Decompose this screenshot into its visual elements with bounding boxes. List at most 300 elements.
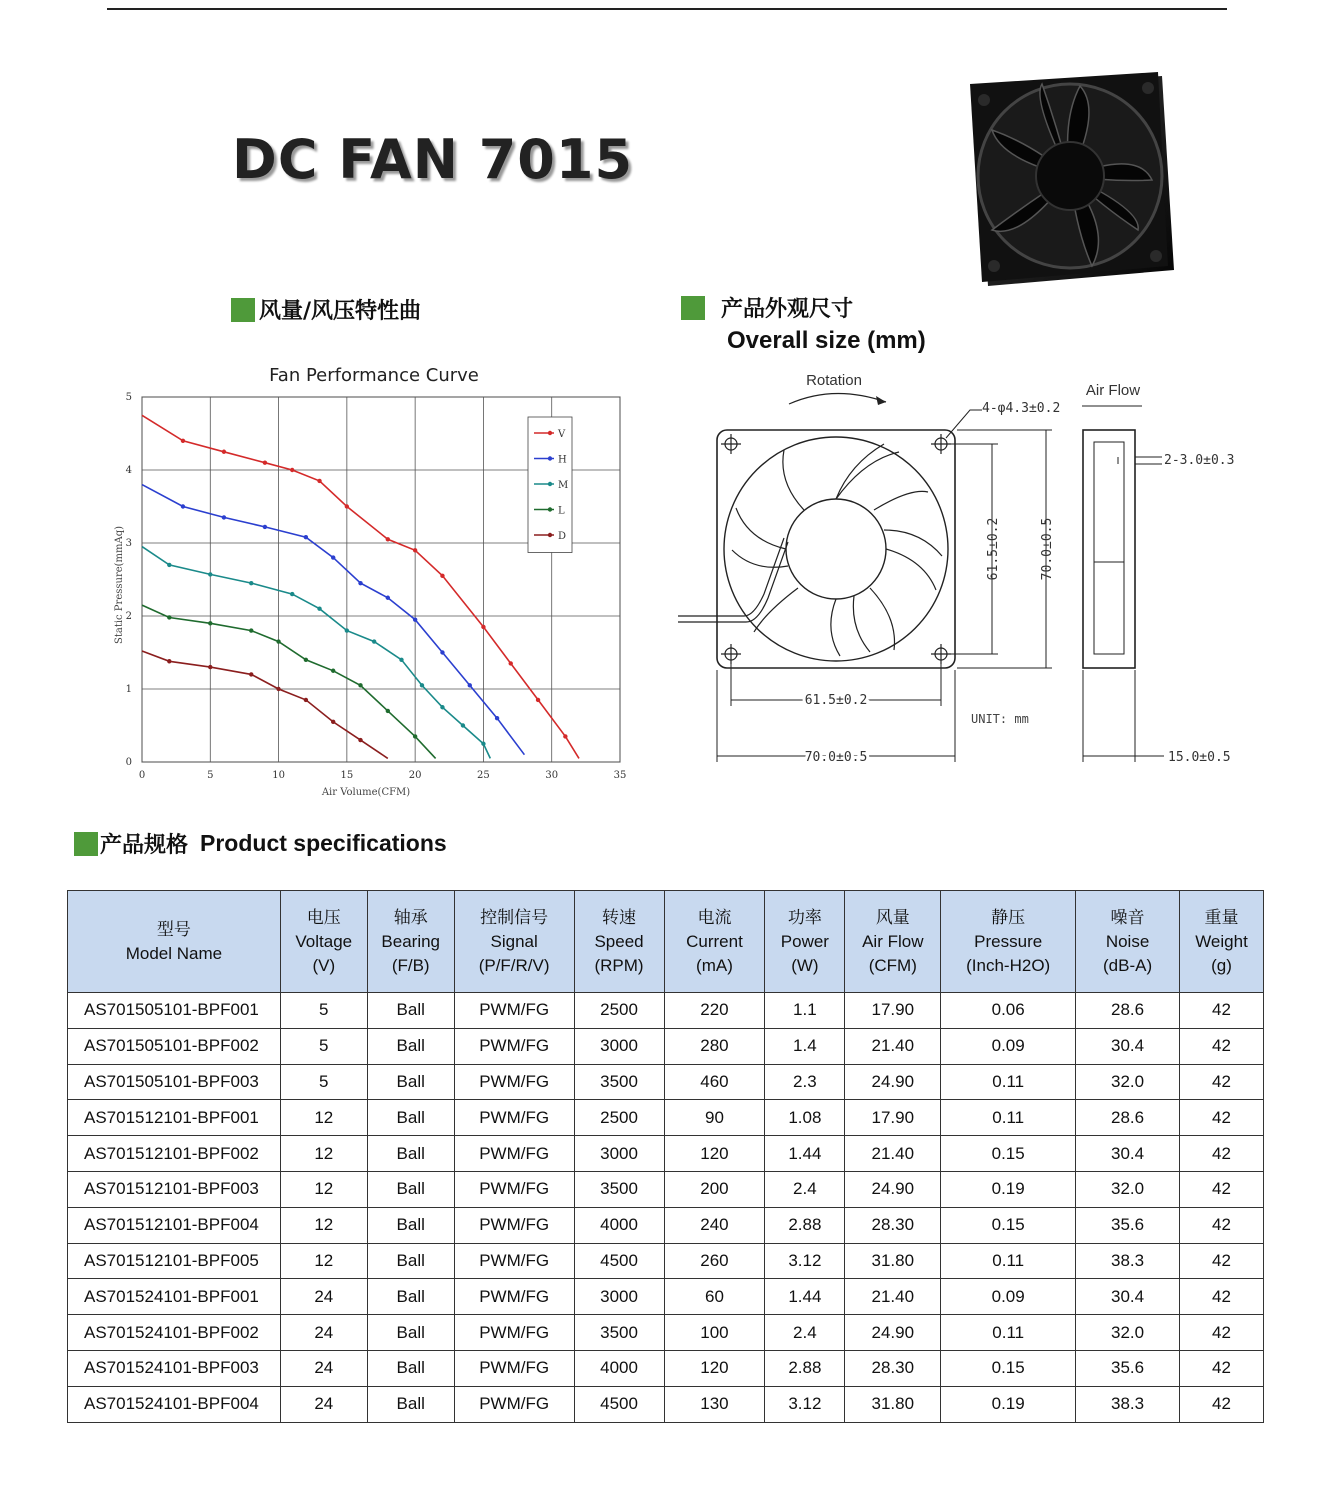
table-cell: 0.19 xyxy=(941,1386,1076,1422)
table-cell: 200 xyxy=(664,1171,765,1207)
table-cell: Ball xyxy=(367,1028,454,1064)
table-cell: 32.0 xyxy=(1076,1064,1180,1100)
airflow-label: Air Flow xyxy=(1085,382,1141,399)
table-cell: 2.4 xyxy=(765,1315,845,1351)
table-cell: 120 xyxy=(664,1136,765,1172)
column-header-line: 轴承 xyxy=(393,907,428,927)
series-point-L xyxy=(386,709,390,713)
table-cell: 3000 xyxy=(574,1028,664,1064)
legend-label: V xyxy=(558,429,566,440)
table-cell: 0.09 xyxy=(941,1028,1076,1064)
table-cell: 42 xyxy=(1179,1100,1263,1136)
table-cell: Ball xyxy=(367,1064,454,1100)
series-point-M xyxy=(372,639,376,643)
column-header-line: Speed xyxy=(594,931,644,951)
table-cell: 130 xyxy=(664,1386,765,1422)
table-row xyxy=(68,1386,1264,1422)
table-cell: 42 xyxy=(1179,1279,1263,1315)
series-point-V xyxy=(536,698,540,702)
model-name-cell: AS701512101-BPF004 xyxy=(68,1207,281,1243)
table-cell: 35.6 xyxy=(1076,1207,1180,1243)
table-cell: Ball xyxy=(367,1207,454,1243)
column-header-line: Power xyxy=(780,931,829,951)
column-header xyxy=(1076,891,1180,993)
table-cell: 60 xyxy=(664,1279,765,1315)
table-cell: 12 xyxy=(280,1136,367,1172)
table-cell: 30.4 xyxy=(1076,1028,1180,1064)
page-title: DC FAN 7015 xyxy=(232,128,634,191)
series-point-D xyxy=(276,687,280,691)
table-row xyxy=(68,1171,1264,1207)
table-cell: 28.6 xyxy=(1076,1100,1180,1136)
table-cell: 0.15 xyxy=(941,1207,1076,1243)
column-header-line: Voltage xyxy=(295,931,353,951)
table-cell: 24.90 xyxy=(845,1171,941,1207)
spec-section-heading xyxy=(74,828,447,859)
table-cell: 2.88 xyxy=(765,1207,845,1243)
table-cell: 4000 xyxy=(574,1350,664,1386)
column-header-line: 重量 xyxy=(1204,907,1239,927)
series-point-M xyxy=(345,628,349,632)
table-cell: 1.44 xyxy=(765,1136,845,1172)
model-name-cell: AS701524101-BPF003 xyxy=(68,1350,281,1386)
model-name-cell: AS701505101-BPF003 xyxy=(68,1064,281,1100)
table-cell: Ball xyxy=(367,1243,454,1279)
model-name-cell: AS701512101-BPF001 xyxy=(68,1100,281,1136)
table-cell: 3500 xyxy=(574,1171,664,1207)
table-cell: 21.40 xyxy=(845,1279,941,1315)
x-tick-label: 25 xyxy=(477,770,490,781)
table-cell: 38.3 xyxy=(1076,1386,1180,1422)
table-cell: 42 xyxy=(1179,1171,1263,1207)
column-header xyxy=(280,891,367,993)
table-cell: 24 xyxy=(280,1315,367,1351)
rotation-label: Rotation xyxy=(806,372,862,389)
model-name-cell: AS701524101-BPF001 xyxy=(68,1279,281,1315)
column-header-line: 噪音 xyxy=(1110,907,1145,927)
table-cell: Ball xyxy=(367,1171,454,1207)
legend-marker-V xyxy=(548,431,552,435)
table-cell: 12 xyxy=(280,1207,367,1243)
thickness-label: 15.0±0.5 xyxy=(1168,750,1231,765)
table-cell: PWM/FG xyxy=(454,1350,574,1386)
series-point-L xyxy=(249,628,253,632)
table-cell: 24 xyxy=(280,1279,367,1315)
table-cell: 5 xyxy=(280,993,367,1029)
series-point-H xyxy=(468,683,472,687)
series-point-H xyxy=(331,555,335,559)
table-row xyxy=(68,1207,1264,1243)
fan-front-outline xyxy=(717,430,955,668)
table-row xyxy=(68,1279,1264,1315)
legend-label: M xyxy=(558,480,569,491)
table-cell: 24.90 xyxy=(845,1064,941,1100)
table-cell: 2.3 xyxy=(765,1064,845,1100)
table-cell: 3000 xyxy=(574,1279,664,1315)
table-cell: 0.11 xyxy=(941,1064,1076,1100)
column-header-line: (W) xyxy=(791,955,819,975)
table-cell: Ball xyxy=(367,1350,454,1386)
table-cell: 17.90 xyxy=(845,1100,941,1136)
column-header-line: (RPM) xyxy=(594,955,644,975)
series-point-V xyxy=(290,468,294,472)
series-point-H xyxy=(181,504,185,508)
fan-blades xyxy=(732,444,942,656)
column-header xyxy=(454,891,574,993)
side-hole-label: 2-3.0±0.3 xyxy=(1164,453,1235,468)
table-cell: Ball xyxy=(367,1136,454,1172)
table-cell: 32.0 xyxy=(1076,1171,1180,1207)
x-tick-label: 20 xyxy=(408,770,422,781)
table-cell: 0.09 xyxy=(941,1279,1076,1315)
y-tick-label: 0 xyxy=(125,757,132,768)
series-point-M xyxy=(317,607,321,611)
series-point-V xyxy=(317,479,321,483)
table-cell: PWM/FG xyxy=(454,1064,574,1100)
table-cell: 24.90 xyxy=(845,1315,941,1351)
table-cell: 42 xyxy=(1179,993,1263,1029)
table-cell: 0.11 xyxy=(941,1315,1076,1351)
table-cell: 32.0 xyxy=(1076,1315,1180,1351)
green-square-icon xyxy=(74,832,98,856)
model-name-cell: AS701524101-BPF004 xyxy=(68,1386,281,1422)
column-header-line: (g) xyxy=(1211,955,1232,975)
legend-marker-M xyxy=(548,482,552,486)
table-cell: 38.3 xyxy=(1076,1243,1180,1279)
fan-performance-chart xyxy=(100,355,645,805)
spec-table xyxy=(67,890,1264,1423)
table-cell: 42 xyxy=(1179,1315,1263,1351)
table-cell: 30.4 xyxy=(1076,1136,1180,1172)
fan-side-outline xyxy=(1083,430,1135,668)
dimension-drawing xyxy=(674,360,1274,780)
table-cell: 1.44 xyxy=(765,1279,845,1315)
table-cell: 5 xyxy=(280,1064,367,1100)
series-point-M xyxy=(420,683,424,687)
series-point-D xyxy=(249,672,253,676)
table-cell: 280 xyxy=(664,1028,765,1064)
series-point-L xyxy=(331,669,335,673)
table-cell: PWM/FG xyxy=(454,1207,574,1243)
column-header-line: (dB-A) xyxy=(1102,955,1153,975)
table-cell: 4500 xyxy=(574,1386,664,1422)
table-cell: 1.1 xyxy=(765,993,845,1029)
table-cell: PWM/FG xyxy=(454,993,574,1029)
series-point-V xyxy=(222,450,226,454)
series-point-L xyxy=(208,621,212,625)
column-header-line: 风量 xyxy=(875,907,910,927)
table-cell: 42 xyxy=(1179,1243,1263,1279)
table-cell: 2.4 xyxy=(765,1171,845,1207)
series-point-H xyxy=(413,617,417,621)
series-point-H xyxy=(263,525,267,529)
series-point-V xyxy=(181,439,185,443)
column-header-line: Weight xyxy=(1195,931,1248,951)
top-rule xyxy=(107,8,1227,10)
column-header-line: 静压 xyxy=(991,907,1026,927)
table-cell: 3500 xyxy=(574,1315,664,1351)
table-cell: 260 xyxy=(664,1243,765,1279)
table-cell: 12 xyxy=(280,1171,367,1207)
column-header-line: 控制信号 xyxy=(480,907,549,927)
column-header-line: (Inch-H2O) xyxy=(966,955,1051,975)
series-point-L xyxy=(167,615,171,619)
table-cell: 42 xyxy=(1179,1064,1263,1100)
model-name-cell: AS701512101-BPF003 xyxy=(68,1171,281,1207)
series-point-M xyxy=(249,581,253,585)
series-point-L xyxy=(358,683,362,687)
series-point-M xyxy=(208,572,212,576)
series-point-M xyxy=(399,658,403,662)
table-cell: 21.40 xyxy=(845,1136,941,1172)
table-cell: 42 xyxy=(1179,1136,1263,1172)
hole-leader xyxy=(946,410,982,438)
table-cell: 4000 xyxy=(574,1207,664,1243)
series-point-M xyxy=(461,723,465,727)
series-point-H xyxy=(358,581,362,585)
table-cell: 3000 xyxy=(574,1136,664,1172)
series-point-V xyxy=(440,574,444,578)
column-header-line: 功率 xyxy=(787,907,822,927)
green-square-icon xyxy=(681,296,705,320)
x-tick-label: 5 xyxy=(207,770,214,781)
series-point-V xyxy=(263,461,267,465)
size-subheading: Overall size (mm) xyxy=(727,327,926,354)
fan-product-photo xyxy=(962,70,1178,292)
model-name-cell: AS701505101-BPF001 xyxy=(68,993,281,1029)
table-cell: 12 xyxy=(280,1243,367,1279)
column-header-line: 型号 xyxy=(156,919,191,939)
table-row xyxy=(68,1028,1264,1064)
y-tick-label: 1 xyxy=(125,684,132,695)
curve-heading-text: 风量/风压特性曲 xyxy=(259,299,422,324)
series-line-V xyxy=(142,415,579,758)
height-label: 70.0±0.5 xyxy=(1040,517,1055,581)
table-cell: PWM/FG xyxy=(454,1171,574,1207)
table-cell: 0.11 xyxy=(941,1243,1076,1279)
hole-pitch-h-label: 61.5±0.2 xyxy=(804,693,868,708)
size-section-heading xyxy=(681,292,853,323)
x-tick-label: 10 xyxy=(272,770,285,781)
series-point-H xyxy=(222,515,226,519)
legend-label: L xyxy=(558,505,565,517)
x-tick-label: 0 xyxy=(138,770,146,781)
series-point-M xyxy=(167,563,171,567)
table-cell: 24 xyxy=(280,1386,367,1422)
table-cell: 1.08 xyxy=(765,1100,845,1136)
series-point-H xyxy=(304,535,308,539)
column-header-line: Bearing xyxy=(381,931,441,951)
table-cell: 42 xyxy=(1179,1350,1263,1386)
x-tick-label: 15 xyxy=(340,770,354,781)
series-point-H xyxy=(495,716,499,720)
table-cell: Ball xyxy=(367,1279,454,1315)
legend-marker-H xyxy=(548,456,552,460)
table-cell: 30.4 xyxy=(1076,1279,1180,1315)
table-cell: 2500 xyxy=(574,993,664,1029)
series-point-V xyxy=(413,548,417,552)
table-cell: 3.12 xyxy=(765,1386,845,1422)
legend-label: D xyxy=(558,531,567,542)
table-cell: Ball xyxy=(367,1315,454,1351)
column-header xyxy=(664,891,765,993)
series-point-D xyxy=(331,720,335,724)
column-header xyxy=(1179,891,1263,993)
table-cell: 42 xyxy=(1179,1028,1263,1064)
column-header-line: (F/B) xyxy=(391,955,430,975)
table-cell: 21.40 xyxy=(845,1028,941,1064)
table-cell: PWM/FG xyxy=(454,1386,574,1422)
table-cell: Ball xyxy=(367,1386,454,1422)
column-header-line: 转速 xyxy=(602,907,637,927)
column-header xyxy=(68,891,281,993)
y-tick-label: 5 xyxy=(125,392,132,403)
table-cell: 460 xyxy=(664,1064,765,1100)
column-header-line: 电压 xyxy=(306,907,341,927)
column-header xyxy=(574,891,664,993)
table-cell: 220 xyxy=(664,993,765,1029)
horizontal-dim-lines xyxy=(717,660,955,762)
curve-section-heading xyxy=(231,294,421,325)
chart-title: Fan Performance Curve xyxy=(269,365,479,386)
table-cell: 0.11 xyxy=(941,1100,1076,1136)
series-point-L xyxy=(413,734,417,738)
series-point-M xyxy=(440,705,444,709)
column-header-line: Model Name xyxy=(125,943,223,963)
table-row xyxy=(68,1136,1264,1172)
table-cell: 31.80 xyxy=(845,1386,941,1422)
model-name-cell: AS701512101-BPF002 xyxy=(68,1136,281,1172)
table-cell: 2500 xyxy=(574,1100,664,1136)
series-point-V xyxy=(345,504,349,508)
table-header-row xyxy=(68,891,1264,993)
table-cell: PWM/FG xyxy=(454,1243,574,1279)
green-square-icon xyxy=(231,298,255,322)
table-cell: PWM/FG xyxy=(454,1028,574,1064)
series-point-D xyxy=(167,659,171,663)
table-cell: PWM/FG xyxy=(454,1100,574,1136)
table-cell: PWM/FG xyxy=(454,1279,574,1315)
y-axis-label: Static Pressure(mmAq) xyxy=(114,525,125,645)
table-cell: 42 xyxy=(1179,1386,1263,1422)
width-label: 70.0±0.5 xyxy=(804,750,868,765)
series-point-H xyxy=(386,596,390,600)
table-cell: 24 xyxy=(280,1350,367,1386)
legend-label: H xyxy=(558,454,567,466)
table-cell: 35.6 xyxy=(1076,1350,1180,1386)
spec-heading-en: Product specifications xyxy=(200,830,447,856)
spec-heading-cn: 产品规格 xyxy=(100,833,189,858)
fan-hub xyxy=(786,499,886,599)
legend-marker-D xyxy=(548,533,552,537)
table-cell: 240 xyxy=(664,1207,765,1243)
table-cell: 4500 xyxy=(574,1243,664,1279)
series-line-M xyxy=(142,547,490,759)
x-axis-label: Air Volume(CFM) xyxy=(321,787,411,798)
table-cell: PWM/FG xyxy=(454,1136,574,1172)
table-cell: 28.30 xyxy=(845,1207,941,1243)
column-header xyxy=(765,891,845,993)
series-point-V xyxy=(509,661,513,665)
series-point-D xyxy=(304,698,308,702)
model-name-cell: AS701505101-BPF002 xyxy=(68,1028,281,1064)
column-header-line: (P/F/R/V) xyxy=(478,955,550,975)
table-row xyxy=(68,1064,1264,1100)
column-header-line: 电流 xyxy=(697,907,732,927)
column-header-line: (CFM) xyxy=(868,955,917,975)
column-header-line: Signal xyxy=(490,931,538,951)
table-cell: PWM/FG xyxy=(454,1315,574,1351)
table-cell: 90 xyxy=(664,1100,765,1136)
y-tick-label: 2 xyxy=(125,611,132,622)
series-point-L xyxy=(276,639,280,643)
table-cell: 2.88 xyxy=(765,1350,845,1386)
table-cell: 28.6 xyxy=(1076,993,1180,1029)
column-header-line: Current xyxy=(686,931,743,951)
table-cell: 1.4 xyxy=(765,1028,845,1064)
y-tick-label: 3 xyxy=(125,538,132,549)
table-cell: 3.12 xyxy=(765,1243,845,1279)
hole-pitch-v-label: 61.5±0.2 xyxy=(986,517,1001,581)
x-tick-label: 30 xyxy=(545,770,559,781)
table-cell: 120 xyxy=(664,1350,765,1386)
series-line-D xyxy=(142,651,388,758)
column-header-line: Pressure xyxy=(974,931,1043,951)
table-cell: 0.15 xyxy=(941,1350,1076,1386)
legend-marker-L xyxy=(548,507,552,511)
table-cell: 5 xyxy=(280,1028,367,1064)
table-cell: 17.90 xyxy=(845,993,941,1029)
column-header xyxy=(845,891,941,993)
series-point-D xyxy=(358,738,362,742)
table-row xyxy=(68,1350,1264,1386)
size-heading-text: 产品外观尺寸 xyxy=(721,297,854,322)
table-cell: 0.06 xyxy=(941,993,1076,1029)
series-line-L xyxy=(142,605,436,758)
table-cell: 0.19 xyxy=(941,1171,1076,1207)
column-header-line: (mA) xyxy=(696,955,733,975)
hole-dim-label: 4-φ4.3±0.2 xyxy=(982,401,1061,416)
table-cell: 0.15 xyxy=(941,1136,1076,1172)
table-cell: Ball xyxy=(367,993,454,1029)
table-cell: 28.30 xyxy=(845,1350,941,1386)
table-cell: Ball xyxy=(367,1100,454,1136)
column-header-line: Air Flow xyxy=(862,931,924,951)
model-name-cell: AS701524101-BPF002 xyxy=(68,1315,281,1351)
table-row xyxy=(68,1243,1264,1279)
series-point-M xyxy=(290,592,294,596)
series-point-D xyxy=(208,665,212,669)
column-header-line: Noise xyxy=(1105,931,1150,951)
table-cell: 3500 xyxy=(574,1064,664,1100)
table-row xyxy=(68,993,1264,1029)
x-tick-label: 35 xyxy=(613,770,627,781)
series-point-L xyxy=(304,658,308,662)
column-header xyxy=(941,891,1076,993)
table-cell: 42 xyxy=(1179,1207,1263,1243)
table-row xyxy=(68,1100,1264,1136)
column-header xyxy=(367,891,454,993)
table-cell: 31.80 xyxy=(845,1243,941,1279)
rotation-arrowhead xyxy=(876,396,886,405)
table-row xyxy=(68,1315,1264,1351)
series-point-V xyxy=(481,625,485,629)
rotation-arrow xyxy=(789,393,886,404)
series-point-M xyxy=(481,742,485,746)
series-point-V xyxy=(386,537,390,541)
column-header-line: (V) xyxy=(312,955,336,975)
unit-label: UNIT: mm xyxy=(971,712,1029,726)
